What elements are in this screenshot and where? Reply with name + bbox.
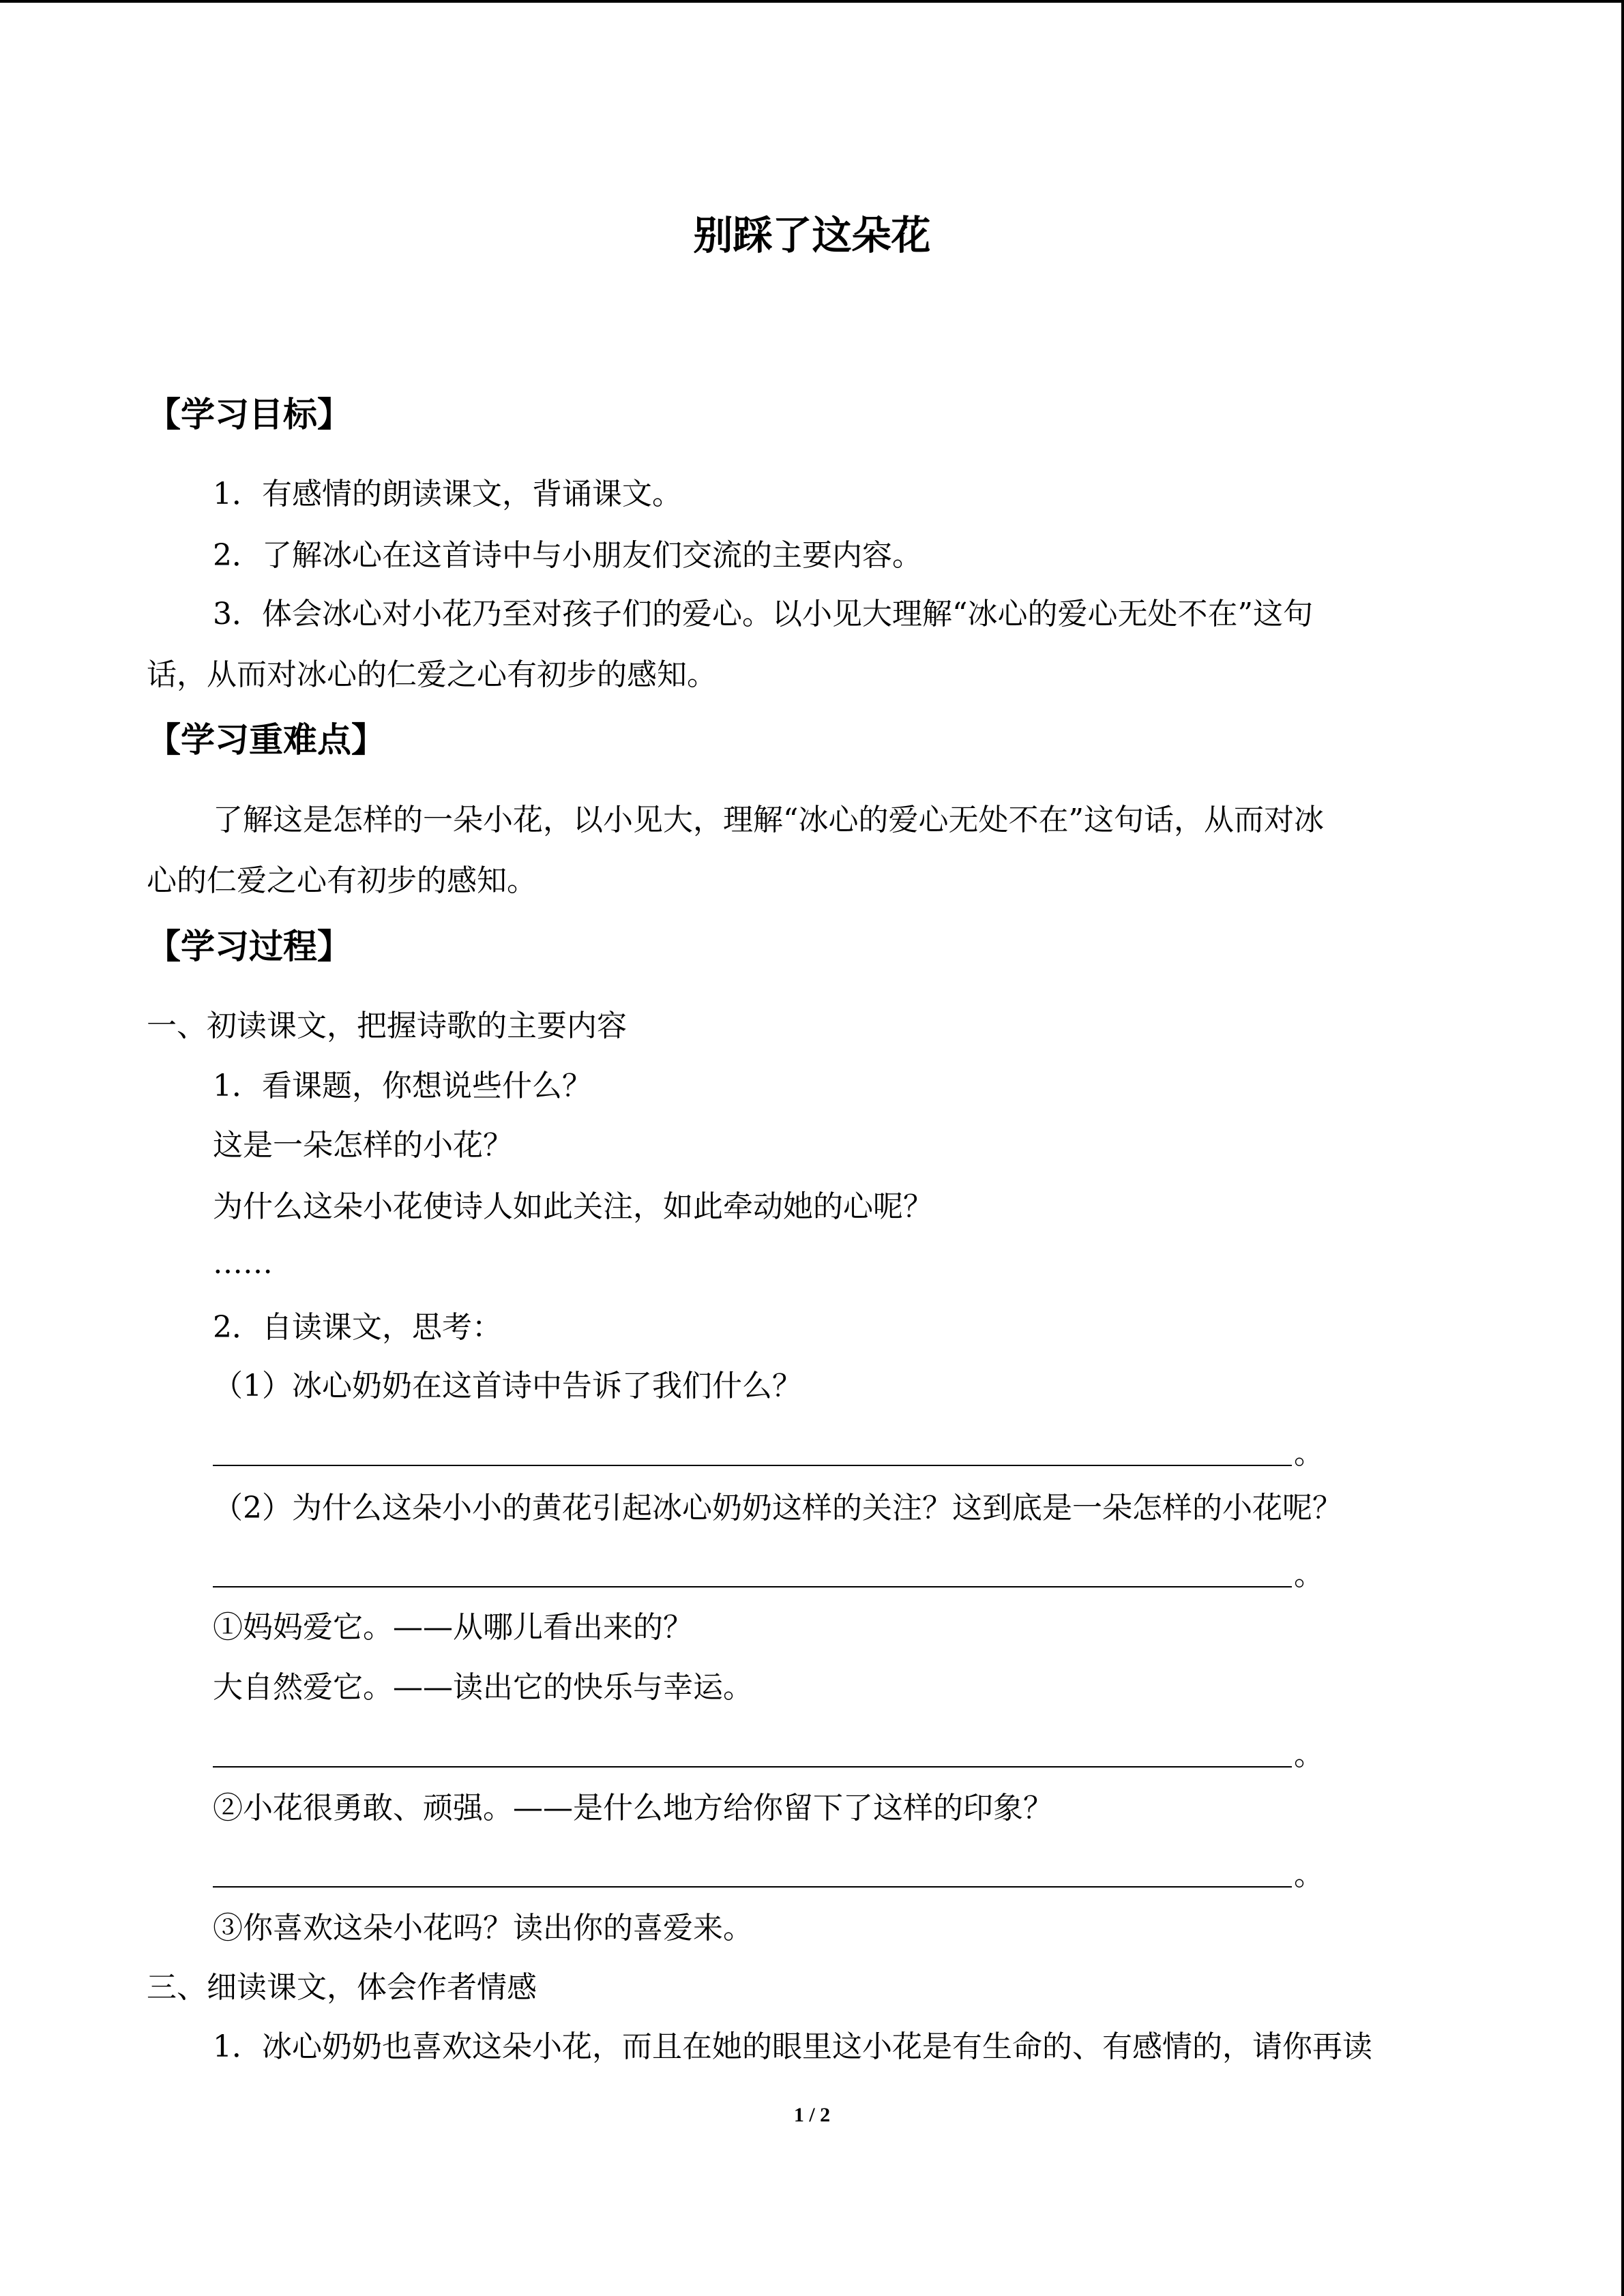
key-points-heading: 【学习重难点】 [147,720,385,760]
answer-blank-4-end: 。 [1294,1858,1324,1892]
goal-3: 3．体会冰心对小花乃至对孩子们的爱心。以小见大理解“冰心的爱心无处不在”这句 [213,597,1313,631]
answer-blank-3 [213,1766,1292,1768]
answer-blank-4 [213,1886,1292,1888]
question-1: 1．看课题，你想说些什么？ [213,1069,592,1103]
part-3-question-1: 1．冰心奶奶也喜欢这朵小花，而且在她的眼里这小花是有生命的、有感情的，请你再读 [213,2029,1372,2064]
goal-1: 1．有感情的朗读课文，背诵课文。 [213,477,682,511]
question-1-ellipsis: …… [213,1246,273,1281]
item-1: ①妈妈爱它。——从哪儿看出来的？ [213,1610,693,1645]
process-heading: 【学习过程】 [147,927,351,966]
page-border-right [1621,0,1624,2296]
question-1-b: 为什么这朵小花使诗人如此关注，如此牵动她的心呢？ [213,1189,933,1224]
question-2-2: （2）为什么这朵小小的黄花引起冰心奶奶这样的关注？这到底是一朵怎样的小花呢？ [213,1491,1342,1525]
item-3: ③你喜欢这朵小花吗？读出你的喜爱来。 [213,1911,753,1945]
key-points-line-1: 了解这是怎样的一朵小花，以小见大，理解“冰心的爱心无处不在”这句话，从而对冰 [213,803,1324,837]
goal-2: 2．了解冰心在这首诗中与小朋友们交流的主要内容。 [213,538,922,573]
question-2-1: （1）冰心奶奶在这首诗中告诉了我们什么？ [213,1369,802,1403]
goals-heading: 【学习目标】 [147,395,351,434]
question-1-a: 这是一朵怎样的小花？ [213,1128,513,1163]
process-part-1: 一、初读课文，把握诗歌的主要内容 [147,1009,627,1043]
answer-blank-1-end: 。 [1294,1436,1324,1471]
question-2: 2．自读课文，思考： [213,1310,502,1345]
page-number: 1 / 2 [793,2104,831,2126]
answer-blank-3-end: 。 [1294,1738,1324,1772]
item-2: ②小花很勇敢、顽强。——是什么地方给你留下了这样的印象？ [213,1791,1053,1825]
page-border-top [0,0,1624,3]
answer-blank-2-end: 。 [1294,1557,1324,1592]
answer-blank-2 [213,1586,1292,1587]
process-part-3: 三、细读课文，体会作者情感 [147,1970,537,2005]
document-title: 别踩了这朵花 [693,212,931,258]
key-points-line-2: 心的仁爱之心有初步的感知。 [147,863,537,898]
item-1-b: 大自然爱它。——读出它的快乐与幸运。 [213,1670,753,1705]
answer-blank-1 [213,1465,1292,1466]
goal-3-cont: 话，从而对冰心的仁爱之心有初步的感知。 [147,657,717,692]
